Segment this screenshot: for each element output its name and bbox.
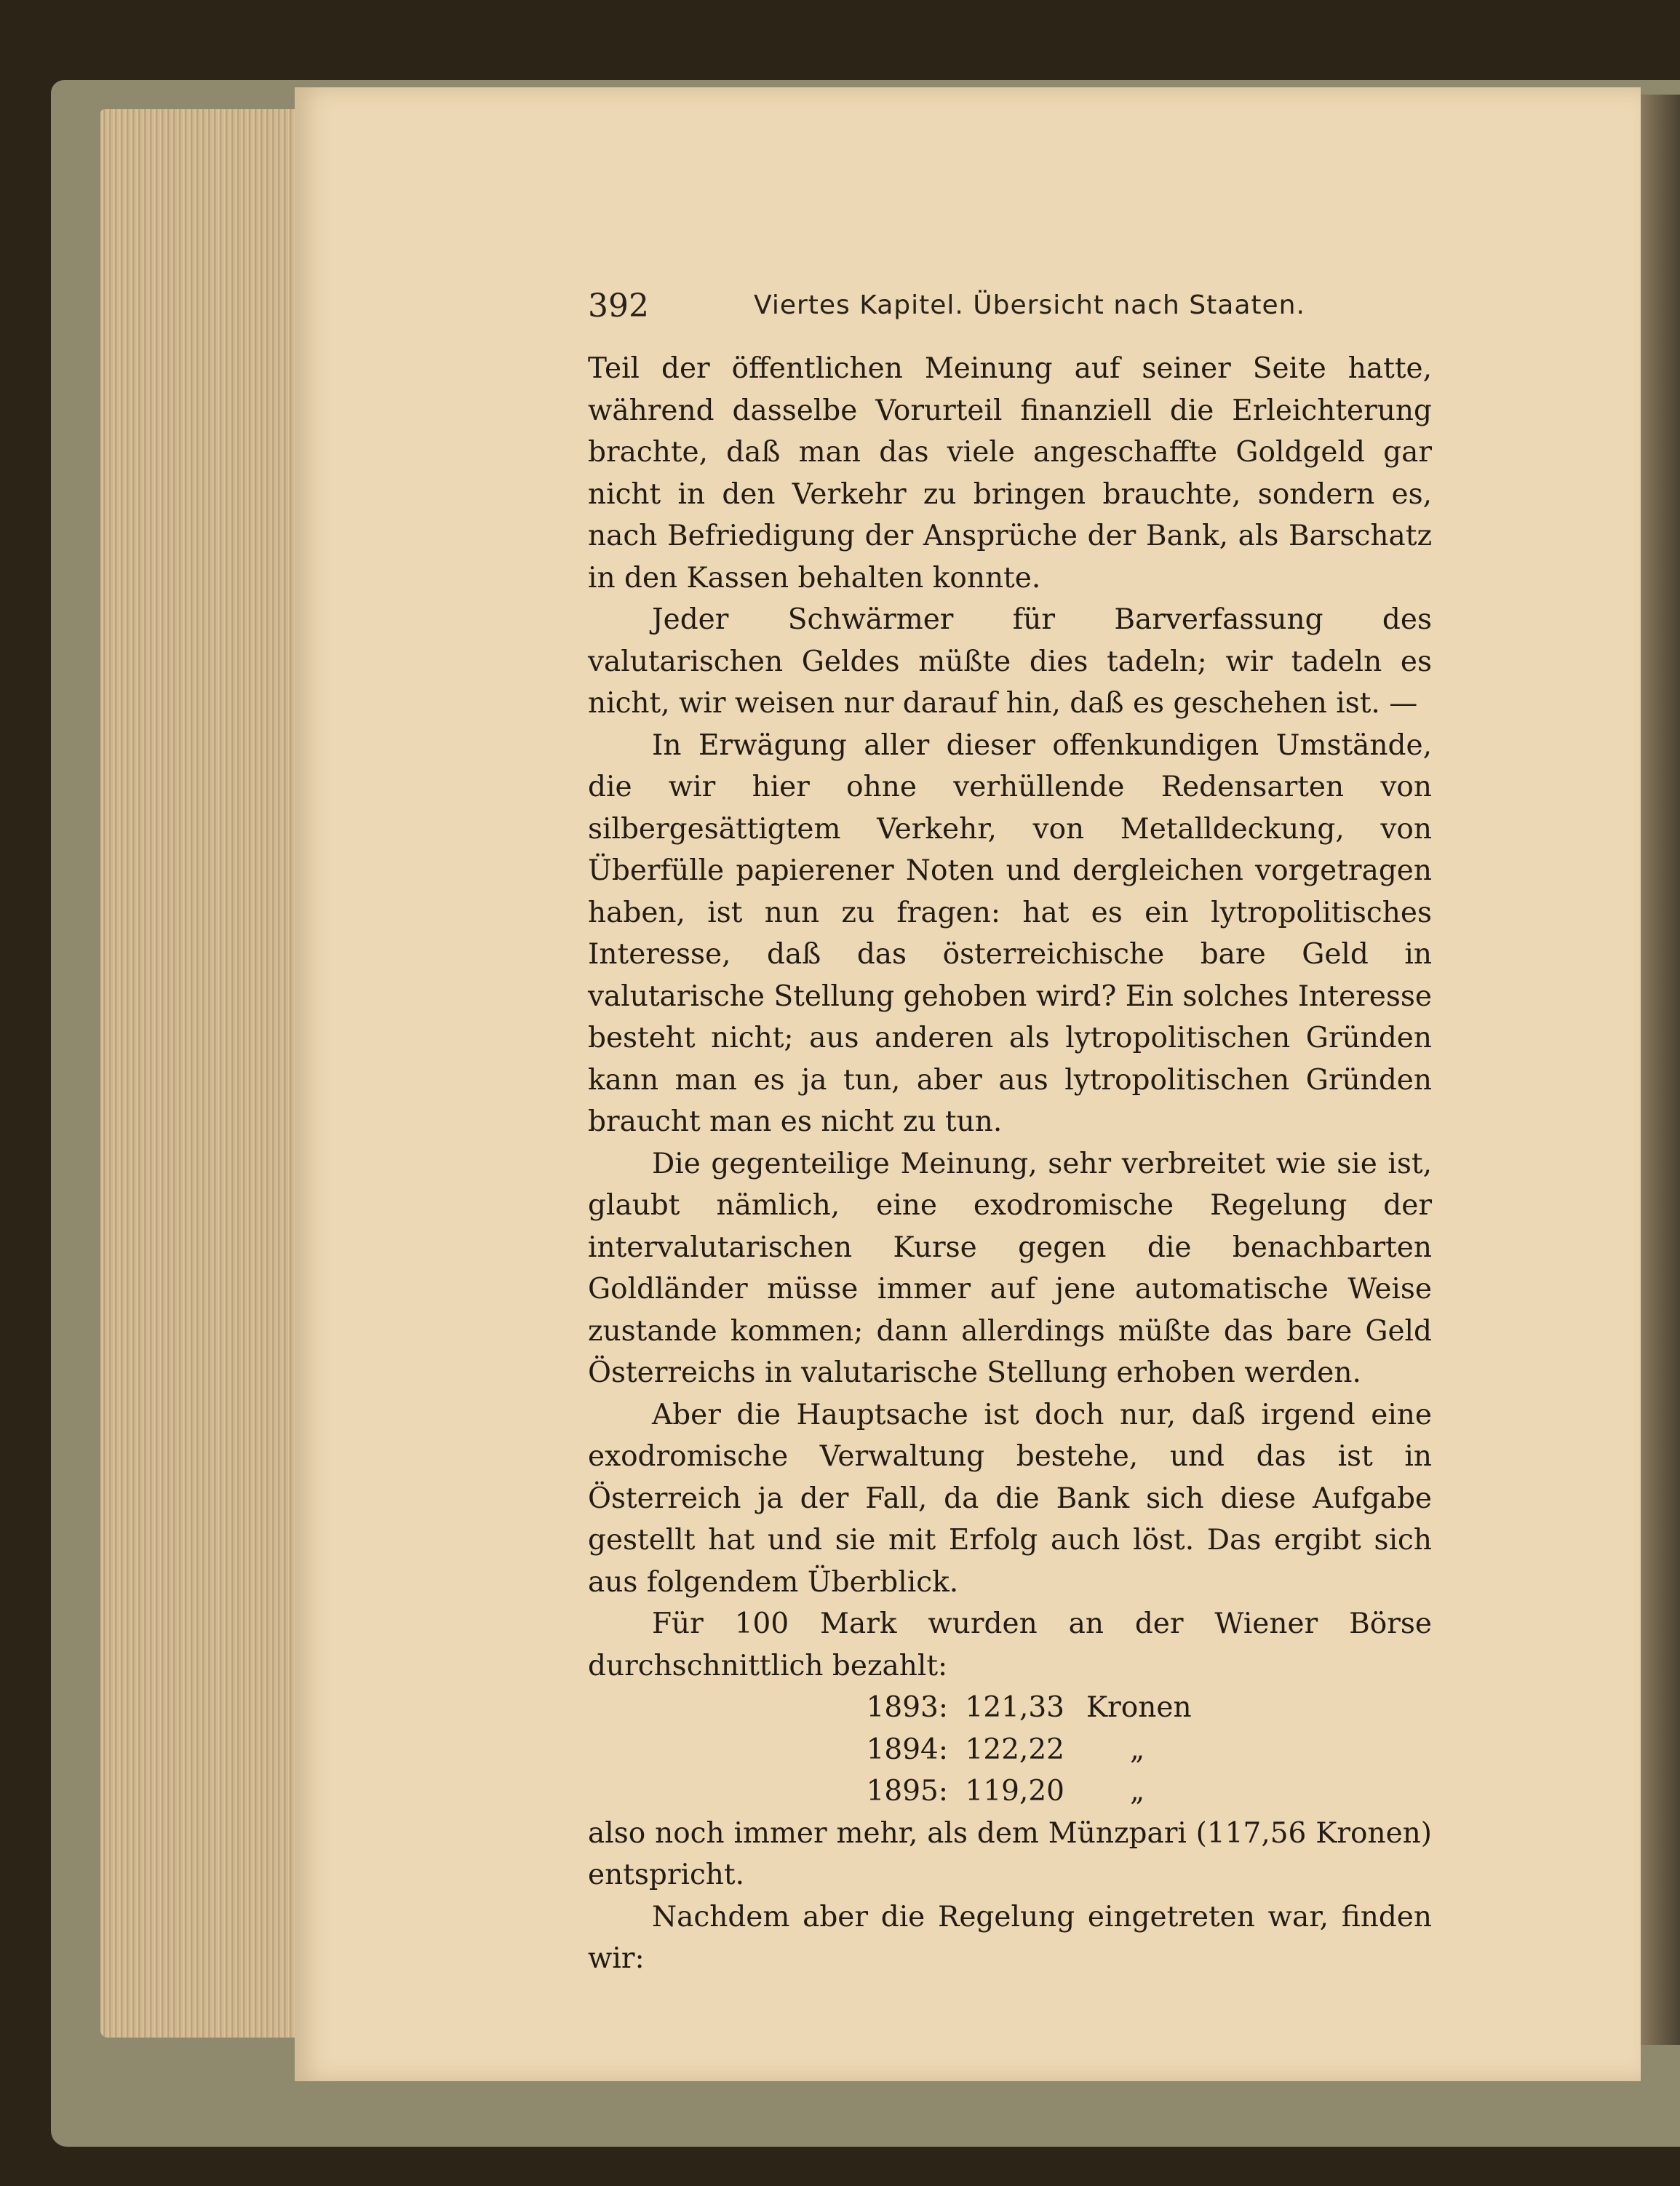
page-edges [100, 109, 304, 2038]
paragraph: Aber die Hauptsache ist doch nur, daß irgend eine exodromische Verwaltung bestehe, und das ist in Österreich ja der Fall, da die Bank sich diese Aufgabe gestellt hat und sie mit Erfolg auch löst. Das ergibt sich aus folgendem Überblick. [588, 1398, 1432, 1599]
rate-value: 119,20 [965, 1775, 1064, 1808]
rate-year: 1893: [866, 1691, 948, 1724]
page-number: 392 [588, 287, 649, 325]
rate-table [850, 1687, 1432, 1813]
paragraph: Für 100 Mark wurden an der Wiener Börse durchschnittlich bezahlt: [588, 1607, 1432, 1682]
paragraph: Jeder Schwärmer für Barverfassung des valutarischen Geldes müßte dies tadeln; wir tadeln es nicht, wir weisen nur darauf hin, daß es geschehen ist. — [588, 603, 1432, 720]
table-row [850, 1770, 1432, 1813]
rate-year: 1895: [866, 1775, 948, 1808]
next-page-edge [1641, 95, 1680, 2045]
paragraph: Teil der öffentlichen Meinung auf seiner Seite hatte, während dasselbe Vorurteil finanziell die Erleichterung brachte, daß man das viele angeschaffte Goldgeld gar nicht in den Verkehr zu bringen brauchte, sondern es, nach Befriedigung der Ansprüche der Bank, als Barschatz in den Kassen behalten konnte. [588, 352, 1432, 595]
rate-value: 122,22 [965, 1733, 1064, 1766]
rate-unit: „ [1130, 1775, 1145, 1808]
paragraph: Nachdem aber die Regelung eingetreten war, finden wir: [588, 1900, 1432, 1975]
paragraph: In Erwägung aller dieser offenkundigen Umstände, die wir hier ohne verhüllende Redensarten von silbergesättigtem Verkehr, von Metalldeckung, von Überfülle papierener Noten und dergleichen vorgetragen haben, ist nun zu fragen: hat es ein lytropolitisches Interesse, daß das österreichische bare Geld in valutarische Stellung gehoben wird? Ein solches Interesse besteht nicht; aus anderen als lytropolitischen Gründen kann man es ja tun, aber aus lytropolitischen Gründen braucht man es nicht zu tun. [588, 728, 1432, 1138]
running-title: Viertes Kapitel. Übersicht nach Staaten. [754, 290, 1305, 320]
rate-year: 1894: [866, 1733, 948, 1766]
paragraph: also noch immer mehr, als dem Münzpari (117,56 Kronen) entspricht. [588, 1816, 1432, 1891]
table-row [850, 1687, 1432, 1729]
rate-unit: „ [1130, 1733, 1145, 1766]
body-text [588, 348, 1432, 1980]
rate-value: 121,33 [965, 1691, 1064, 1724]
rate-unit: Kronen [1086, 1691, 1192, 1724]
paragraph: Die gegenteilige Meinung, sehr verbreitet wie sie ist, glaubt nämlich, eine exodromische Regelung der intervalutarischen Kurse gegen die benachbarten Goldländer müsse immer auf jene automatische Weise zustande kommen; dann allerdings müßte das bare Geld Österreichs in valutarische Stellung erhoben werden. [588, 1147, 1432, 1389]
table-row [850, 1729, 1432, 1771]
page-header [588, 287, 1432, 331]
